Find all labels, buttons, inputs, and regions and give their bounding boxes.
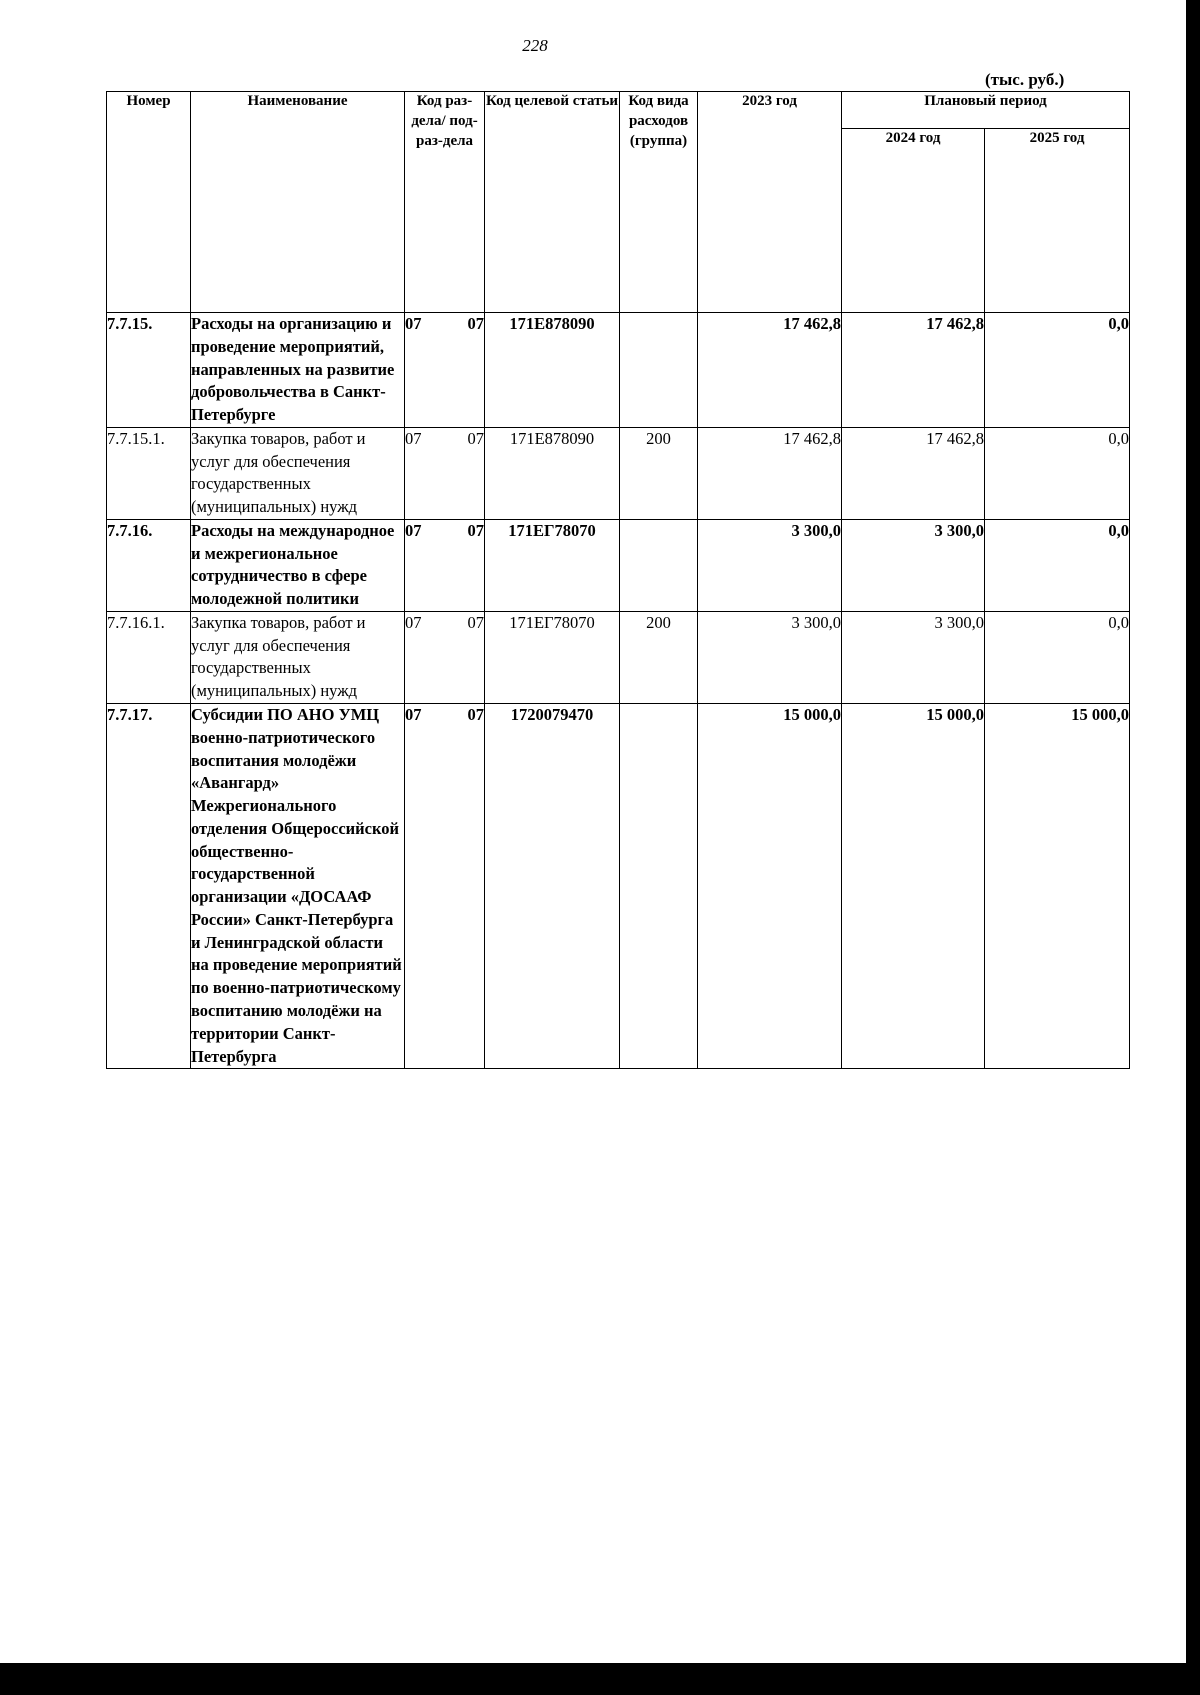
section-code: 07	[405, 314, 422, 333]
scan-edge-bottom	[0, 1663, 1200, 1695]
row-amount-2023: 17 462,8	[698, 313, 842, 428]
row-section-code	[405, 611, 485, 703]
header-year-2025: 2025 год	[985, 129, 1130, 313]
table-row	[107, 704, 1130, 1069]
row-amount-2025: 0,0	[985, 313, 1130, 428]
row-amount-2025: 0,0	[985, 611, 1130, 703]
units-label: (тыс. руб.)	[985, 70, 1065, 89]
row-section-code	[405, 519, 485, 611]
table-row	[107, 313, 1130, 428]
scan-edge-right	[1186, 0, 1200, 1695]
section-code: 07	[405, 428, 422, 448]
table-row	[107, 611, 1130, 703]
subsection-code: 07	[467, 705, 484, 725]
subsection-code: 07	[467, 612, 484, 632]
row-amount-2024: 17 462,8	[842, 427, 985, 519]
row-section-code	[405, 427, 485, 519]
header-target-code: Код целевой статьи	[485, 92, 620, 313]
row-name: Расходы на организацию и проведение мероприятий, направленных на развитие добровольчества в Санкт-Петербурге	[191, 313, 405, 428]
section-code: 07	[405, 520, 422, 540]
row-target-code: 171ЕГ78070	[485, 519, 620, 611]
budget-table	[106, 91, 1130, 1069]
row-amount-2024: 17 462,8	[842, 313, 985, 428]
subsection-code: 07	[467, 314, 484, 333]
row-number: 7.7.16.1.	[107, 611, 191, 703]
row-expense-type	[620, 704, 698, 1069]
section-code: 07	[405, 612, 422, 632]
header-row	[107, 92, 1130, 129]
row-amount-2023: 15 000,0	[698, 704, 842, 1069]
section-code: 07	[405, 705, 422, 725]
row-expense-type: 200	[620, 427, 698, 519]
row-amount-2025: 15 000,0	[985, 704, 1130, 1069]
row-name: Закупка товаров, работ и услуг для обеспечения государственных (муниципальных) нужд	[191, 611, 405, 703]
row-amount-2024: 3 300,0	[842, 611, 985, 703]
row-section-code	[405, 313, 485, 428]
row-name: Закупка товаров, работ и услуг для обеспечения государственных (муниципальных) нужд	[191, 427, 405, 519]
subsection-code: 07	[467, 520, 484, 540]
row-expense-type	[620, 313, 698, 428]
row-amount-2023: 3 300,0	[698, 611, 842, 703]
page-number: 228	[522, 36, 548, 55]
header-name: Наименование	[191, 92, 405, 313]
table-row	[107, 519, 1130, 611]
row-amount-2023: 17 462,8	[698, 427, 842, 519]
row-number: 7.7.17.	[107, 704, 191, 1069]
row-target-code: 1720079470	[485, 704, 620, 1069]
row-expense-type: 200	[620, 611, 698, 703]
header-expense-type-code: Код вида расходов (группа)	[620, 92, 698, 313]
row-number: 7.7.15.1.	[107, 427, 191, 519]
table-body	[107, 313, 1130, 1069]
header-year-2023: 2023 год	[698, 92, 842, 313]
header-number: Номер	[107, 92, 191, 313]
row-target-code: 171Е878090	[485, 427, 620, 519]
row-section-code	[405, 704, 485, 1069]
row-amount-2024: 3 300,0	[842, 519, 985, 611]
row-amount-2024: 15 000,0	[842, 704, 985, 1069]
row-target-code: 171ЕГ78070	[485, 611, 620, 703]
header-section-code: Код раз-дела/ под-раз-дела	[405, 92, 485, 313]
row-amount-2025: 0,0	[985, 427, 1130, 519]
row-amount-2023: 3 300,0	[698, 519, 842, 611]
row-number: 7.7.15.	[107, 313, 191, 428]
header-year-2024: 2024 год	[842, 129, 985, 313]
subsection-code: 07	[467, 428, 484, 448]
row-name: Субсидии ПО АНО УМЦ военно-патриотического воспитания молодёжи «Авангард» Межрегионального отделения Общероссийской общественно-государственной организации «ДОСААФ России» Санкт-Петербурга и Ленинградской области на проведение мероприятий по военно-патриотическому воспитанию молодёжи на территории Санкт-Петербурга	[191, 704, 405, 1069]
row-expense-type	[620, 519, 698, 611]
row-name: Расходы на международное и межрегиональное сотрудничество в сфере молодежной политики	[191, 519, 405, 611]
row-number: 7.7.16.	[107, 519, 191, 611]
header-planned-period: Плановый период	[842, 92, 1130, 129]
row-amount-2025: 0,0	[985, 519, 1130, 611]
table-row	[107, 427, 1130, 519]
row-target-code: 171Е878090	[485, 313, 620, 428]
